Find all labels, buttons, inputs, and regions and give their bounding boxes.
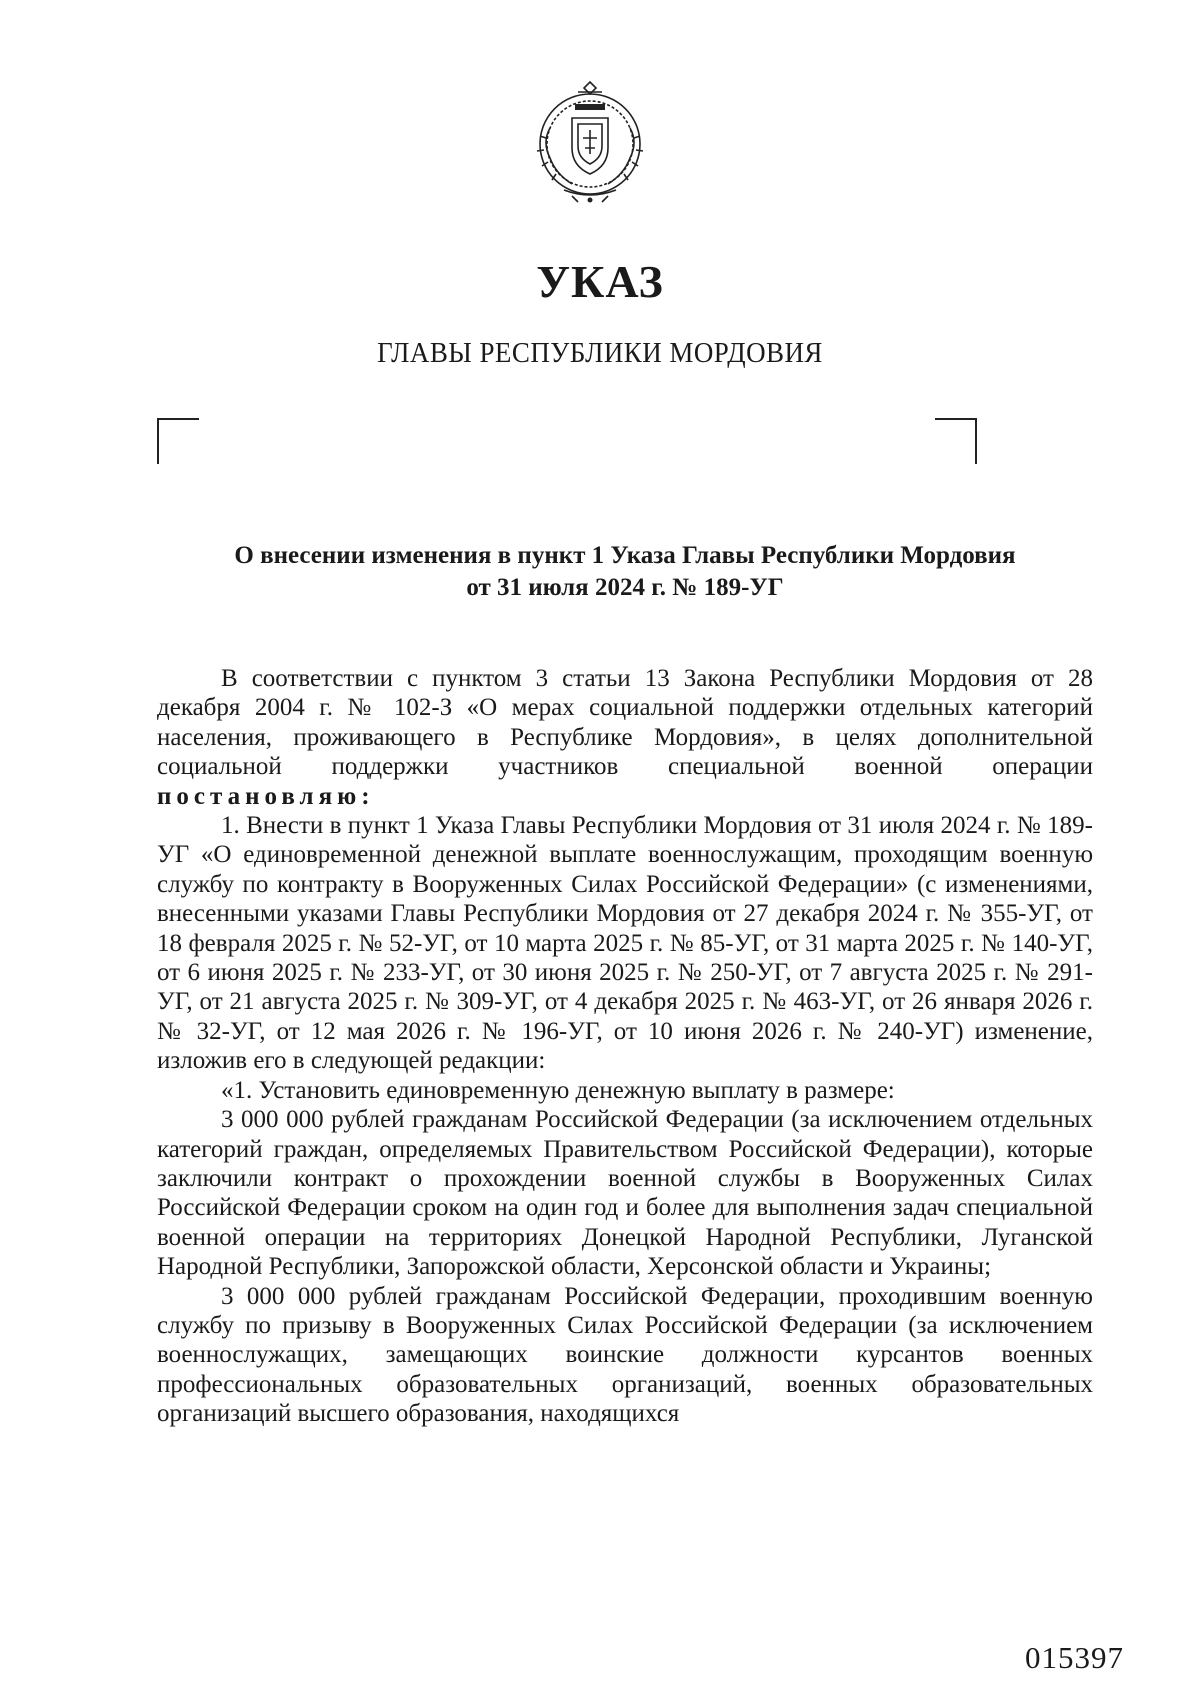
heading-line-1: О внесении изменения в пункт 1 Указа Главы Республики Мордовия — [234, 542, 1016, 569]
corner-mark-right — [935, 418, 977, 464]
corner-mark-left — [157, 418, 199, 464]
paragraph-1: 1. Внести в пункт 1 Указа Главы Республики Мордовия от 31 июля 2024 г. № 189-УГ «О единовременной денежной выплате военнослужащим, проходящим военную службу по контракту в Вооруженных Силах Российской Федерации» (с изменениями, внесенными указами Главы Республики Мордовия от 27 декабря 2024 г. № 355-УГ, от 18 февраля 2025 г. № 52-УГ, от 10 марта 2025 г. № 85-УГ, от 31 марта 2025 г. № 140-УГ, от 6 июня 2025 г. № 233-УГ, от 30 июня 2025 г. № 250-УГ, от 7 августа 2025 г. № 291-УГ, от 21 августа 2025 г. № 309-УГ, от 4 декабря 2025 г. № 463-УГ, от 26 января 2026 г. № 32-УГ, от 12 мая 2026 г. № 196-УГ, от 10 июня 2026 г. № 240-УГ) изменение, изложив его в следующей редакции: — [157, 812, 1093, 1075]
document-subtitle: ГЛАВЫ РЕСПУБЛИКИ МОРДОВИЯ — [377, 337, 823, 369]
decree-keyword: постановляю: — [157, 782, 375, 810]
coat-of-arms-emblem — [528, 78, 652, 206]
heading-line-2: от 31 июля 2024 г. № 189-УГ — [466, 574, 784, 601]
preamble-text: В соответствии с пунктом 3 статьи 13 Закона Республики Мордовия от 28 декабря 2004 г. № 102-З «О мерах социальной поддержки отдельных категорий населения, проживающего в Республике Мордовия», в целях дополнительной социальной поддержки участников специальной военной операции — [157, 665, 1093, 781]
preamble-paragraph — [157, 664, 1093, 811]
decree-heading — [170, 540, 1080, 604]
decree-body — [157, 664, 1093, 1429]
paragraph-3: 3 000 000 рублей гражданам Российской Федерации (за исключением отдельных категорий граждан, определяемых Правительством Российской Федерации), которые заключили контракт о прохождении военной службы в Вооруженных Силах Российской Федерации сроком на один год и более для выполнения задач специальной военной операции на территориях Донецкой Народной Республики, Луганской Народной Республики, Запорожской области, Херсонской области и Украины; — [157, 1106, 1093, 1281]
page-number: 015397 — [1025, 1640, 1124, 1675]
paragraph-2: «1. Установить единовременную денежную выплату в размере: — [221, 1076, 895, 1104]
document-title: УКАЗ — [536, 256, 664, 307]
paragraph-4: 3 000 000 рублей гражданам Российской Федерации, проходившим военную службу по призыву в Вооруженных Силах Российской Федерации (за исключением военнослужащих, замещающих воинские должности курсантов военных профессиональных образовательных организаций, военных образовательных организаций высшего образования, находящихся — [157, 1282, 1093, 1428]
